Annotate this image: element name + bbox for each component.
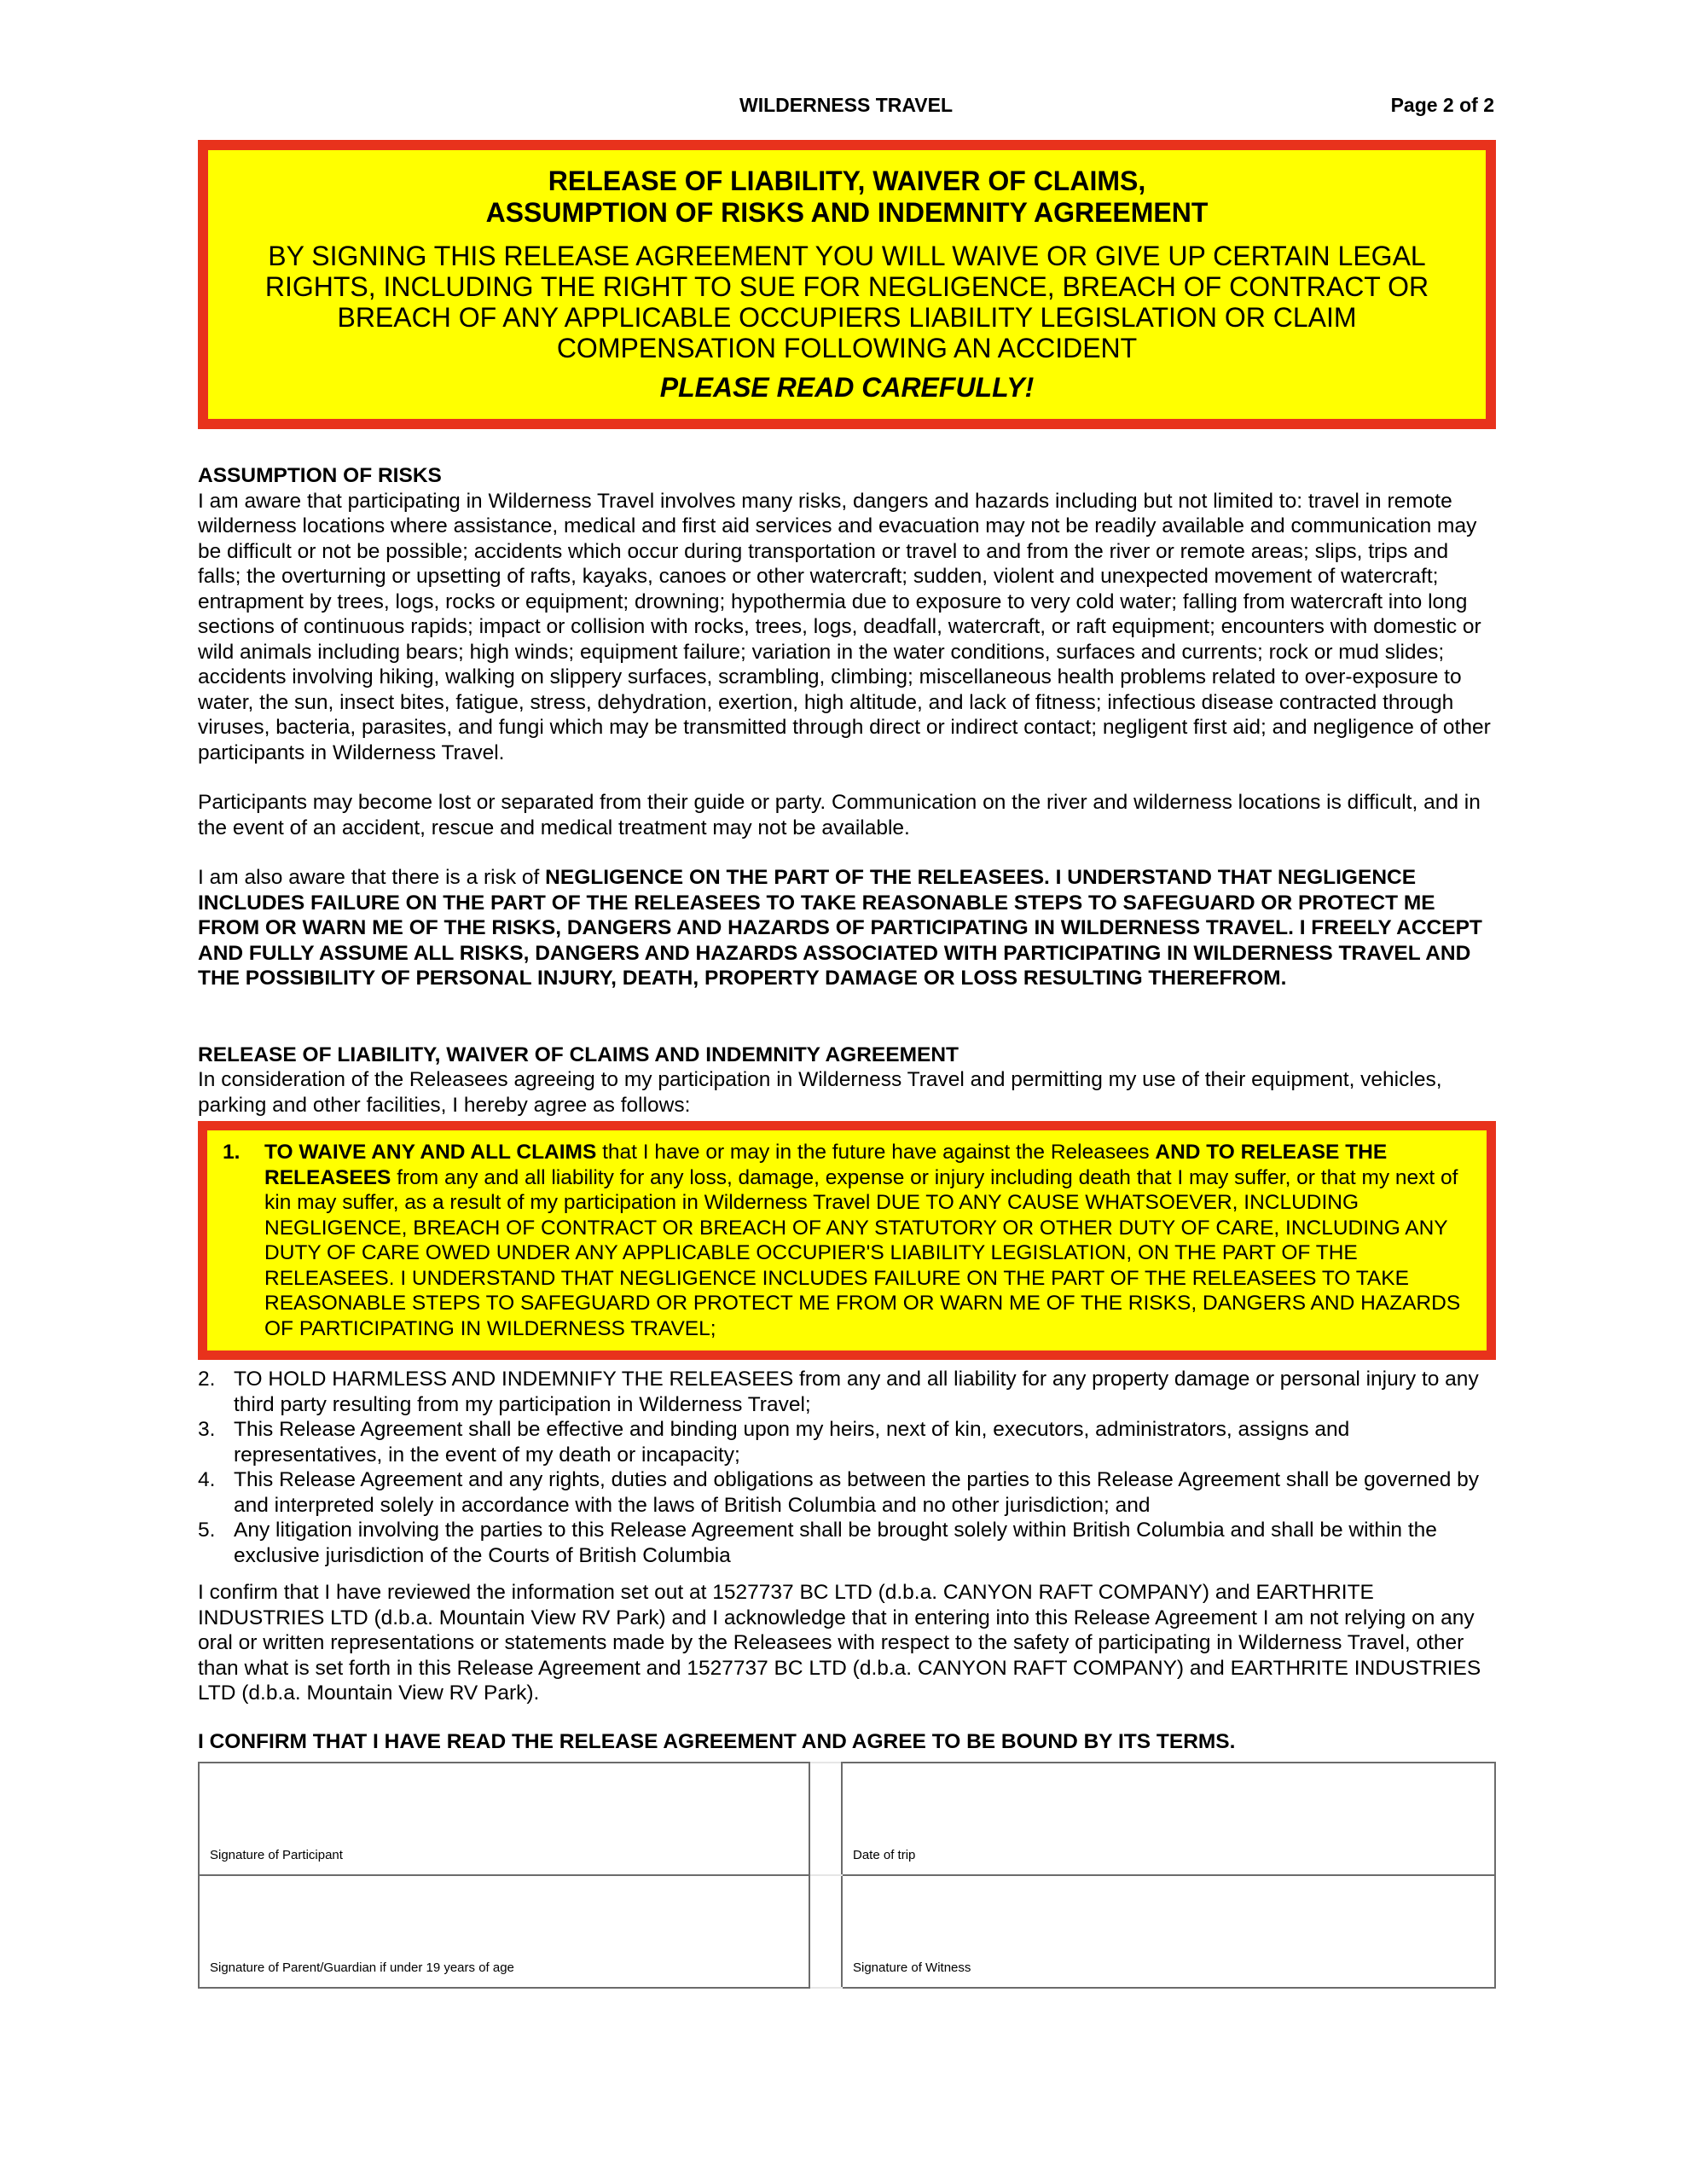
signature-table-gap [809, 1875, 842, 1988]
participant-signature-label: Signature of Participant [210, 1847, 343, 1862]
waive-claims-bold-2: AND TO RELEASE THE RELEASEES [264, 1141, 1388, 1189]
release-section [198, 1043, 1494, 1754]
warning-body: BY SIGNING THIS RELEASE AGREEMENT YOU WILL WAIVE OR GIVE UP CERTAIN LEGAL RIGHTS, INCLUDING THE RIGHT TO SUE FOR NEGLIGENCE, BREACH OF CONTRACT OR BREACH OF ANY APPLICABLE OCCUPIERS LIABILITY LEGISLATION OR CLAIM COMPENSATION FOLLOWING AN ACCIDENT [264, 241, 1429, 363]
page-number: Page 2 of 2 [1390, 94, 1494, 116]
warning-box [198, 140, 1496, 429]
term-number: 5. [198, 1519, 216, 1542]
term-text: This Release Agreement shall be effective and binding upon my heirs, next of kin, executors, administrators, assigns and representatives, in the event of my death or incapacity; [234, 1418, 1350, 1467]
waive-claims-text-2: from any and all liability for any loss, damage, expense or injury including death that I may suffer, or that my next of kin may suffer, as a result of my participation in Wilderness Travel DUE TO ANY CAUSE WHATSOEVER, INCLUDING NEGLIGENCE, BREACH OF CONTRACT OR BREACH OF ANY STATUTORY OR OTHER DUTY OF CARE, INCLUDING ANY DUTY OF CARE OWED UNDER ANY APPLICABLE OCCUPIER'S LIABILITY LEGISLATION, ON THE PART OF THE RELEASEES. I UNDERSTAND THAT NEGLIGENCE INCLUDES FAILURE ON THE PART OF THE RELEASEES TO TAKE REASONABLE STEPS TO SAFEGUARD OR PROTECT ME FROM OR WARN ME OF THE RISKS, DANGERS AND HAZARDS OF PARTICIPATING IN WILDERNESS TRAVEL; [264, 1165, 1461, 1340]
item-number-1: 1. [223, 1141, 241, 1164]
assumption-paragraph-3 [198, 865, 1494, 991]
assumption-paragraph-2: Participants may become lost or separated from their guide or party. Communication on the river and wilderness locations is difficult, and in the event of an accident, rescue and medical treatment may not be available. [198, 791, 1481, 839]
assumption-p3-lead: I am also aware that there is a risk of [198, 866, 546, 889]
term-number: 2. [198, 1368, 216, 1391]
assumption-heading: ASSUMPTION OF RISKS [198, 464, 442, 487]
term-number: 4. [198, 1468, 216, 1491]
release-heading: RELEASE OF LIABILITY, WAIVER OF CLAIMS AND INDEMNITY AGREEMENT [198, 1043, 959, 1066]
release-terms-list [198, 1367, 1494, 1568]
signature-table-gap [809, 1763, 842, 1875]
confirm-statement: I CONFIRM THAT I HAVE READ THE RELEASE AGREEMENT AND AGREE TO BE BOUND BY ITS TERMS. [198, 1729, 1236, 1753]
waive-claims-bold-1: TO WAIVE ANY AND ALL CLAIMS [264, 1141, 597, 1164]
witness-signature-field[interactable] [842, 1875, 1495, 1988]
term-text: TO HOLD HARMLESS AND INDEMNIFY THE RELEASEES from any and all liability for any property damage or personal injury to any third party resulting from my participation in Wilderness Travel; [234, 1368, 1479, 1416]
release-term [198, 1417, 1494, 1467]
waiver-page [198, 94, 1494, 1989]
release-term [198, 1518, 1494, 1568]
warning-title-line2: ASSUMPTION OF RISKS AND INDEMNITY AGREEMENT [485, 197, 1209, 228]
term-number: 3. [198, 1418, 216, 1441]
assumption-p3-bold: NEGLIGENCE ON THE PART OF THE RELEASEES. I UNDERSTAND THAT NEGLIGENCE INCLUDES FAILURE ON THE PART OF THE RELEASEES TO TAKE REASONABLE STEPS TO SAFEGUARD OR PROTECT ME FROM OR WARN ME OF THE RISKS, DANGERS AND HAZARDS OF PARTICIPATING IN WILDERNESS TRAVEL. I FREELY ACCEPT AND FULLY ASSUME ALL RISKS, DANGERS AND HAZARDS ASSOCIATED WITH PARTICIPATING IN WILDERNESS TRAVEL AND THE POSSIBILITY OF PERSONAL INJURY, DEATH, PROPERTY DAMAGE OR LOSS RESULTING THEREFROM. [198, 866, 1482, 990]
date-of-trip-label: Date of trip [853, 1847, 916, 1862]
header-title: WILDERNESS TRAVEL [739, 94, 954, 116]
warning-title-line1: RELEASE OF LIABILITY, WAIVER OF CLAIMS, [548, 166, 1146, 196]
term-text: Any litigation involving the parties to this Release Agreement shall be brought solely within British Columbia and shall be within the exclusive jurisdiction of the Courts of British Columbia [234, 1519, 1437, 1567]
release-term [198, 1467, 1494, 1518]
waive-claims-text [264, 1140, 1461, 1341]
warning-please-read: PLEASE READ CAREFULLY! [659, 372, 1035, 403]
guardian-signature-label: Signature of Parent/Guardian if under 19 years of age [210, 1960, 514, 1975]
guardian-signature-field[interactable] [199, 1875, 809, 1988]
witness-signature-label: Signature of Witness [853, 1960, 971, 1975]
signature-table [198, 1762, 1496, 1989]
term-text: This Release Agreement and any rights, duties and obligations as between the parties to this Release Agreement shall be governed by and interpreted solely in accordance with the laws of British Columbia and no other jurisdiction; and [234, 1468, 1480, 1517]
waive-claims-text-1: that I have or may in the future have against the Releasees [596, 1141, 1156, 1164]
assumption-paragraph-1: I am aware that participating in Wilderness Travel involves many risks, dangers and hazards including but not limited to: travel in remote wilderness locations where assistance, medical and first aid services and evacuation may not be readily available and communication may be difficult or not be possible; accidents which occur during transportation or travel to and from the river or remote areas; slips, trips and falls; the overturning or upsetting of rafts, kayaks, canoes or other watercraft; sudden, violent and unexpected movement of watercraft; entrapment by trees, logs, rocks or equipment; drowning; hypothermia due to exposure to very cold water; falling from watercraft into long sections of continuous rapids; impact or collision with rocks, trees, logs, deadfall, watercraft, or raft equipment; encounters with domestic or wild animals including bears; high winds; equipment failure; variation in the water conditions, surfaces and currents; rock or mud slides; accidents involving hiking, walking on slippery surfaces, scrambling, climbing; miscellaneous health problems related to over-exposure to water, the sun, insect bites, fatigue, stress, dehydration, exertion, high altitude, and lack of fitness; infectious disease contracted through viruses, bacteria, parasites, and fungi which may be transmitted through direct or indirect contact; negligent first aid; and negligence of other participants in Wilderness Travel. [198, 489, 1491, 764]
date-of-trip-field[interactable] [842, 1763, 1495, 1875]
page-header [198, 94, 1494, 123]
confirm-paragraph: I confirm that I have reviewed the information set out at 1527737 BC LTD (d.b.a. CANYON RAFT COMPANY) and EARTHRITE INDUSTRIES LTD (d.b.a. Mountain View RV Park) and I acknowledge that in entering into this Release Agreement I am not relying on any oral or written representations or statements made by the Releasees with respect to the safety of participating in Wilderness Travel, other than what is set forth in this Release Agreement and 1527737 BC LTD (d.b.a. CANYON RAFT COMPANY) and EARTHRITE INDUSTRIES LTD (d.b.a. Mountain View RV Park). [198, 1581, 1481, 1705]
release-intro: In consideration of the Releasees agreeing to my participation in Wilderness Travel and permitting my use of their equipment, vehicles, parking and other facilities, I hereby agree as follows: [198, 1068, 1442, 1117]
participant-signature-field[interactable] [199, 1763, 809, 1875]
release-term [198, 1367, 1494, 1417]
assumption-section [198, 463, 1494, 991]
waive-claims-box [198, 1121, 1496, 1360]
